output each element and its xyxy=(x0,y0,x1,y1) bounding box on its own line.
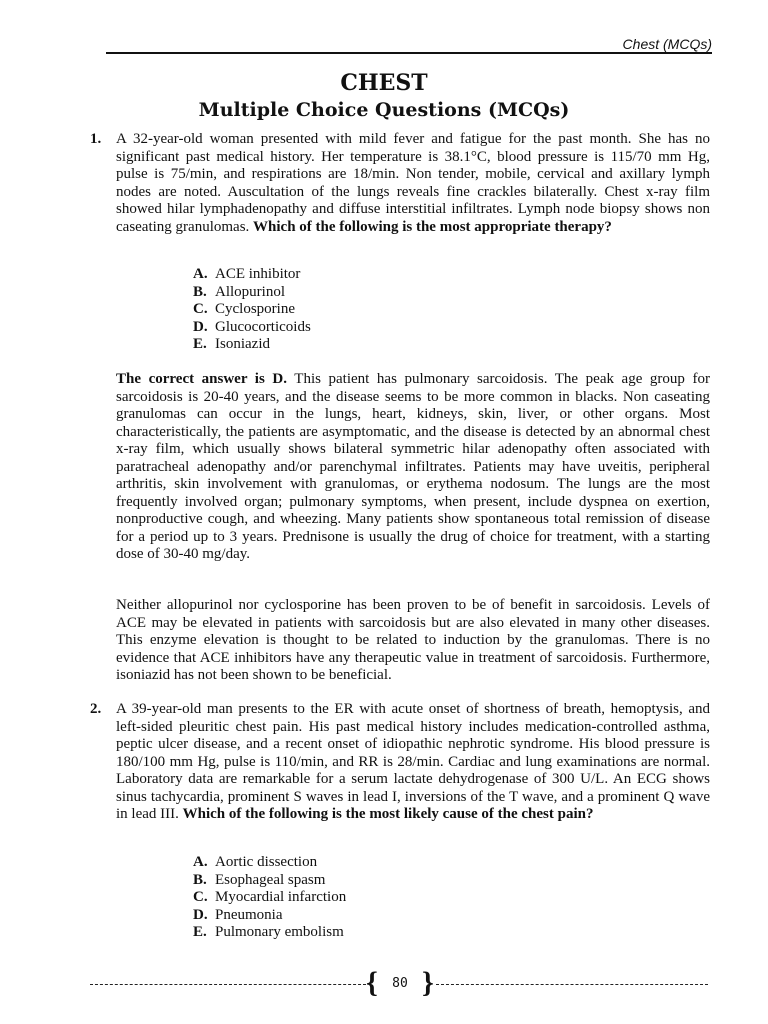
page-number: 80 xyxy=(392,976,408,991)
option-letter: A. xyxy=(193,854,208,870)
option-letter: B. xyxy=(193,871,207,888)
correct-answer-label: The correct answer is D. xyxy=(116,371,287,387)
page-subtitle: Multiple Choice Questions (MCQs) xyxy=(198,99,570,121)
option-text: Isoniazid xyxy=(215,336,270,352)
option-letter: D. xyxy=(193,318,208,335)
option-text: ACE inhibitor xyxy=(215,266,301,282)
running-header: Chest (MCQs) xyxy=(622,36,712,52)
option-text: Aortic dissection xyxy=(215,854,318,870)
footer-bracket-left: { xyxy=(366,966,378,999)
header-rule xyxy=(106,52,712,54)
footer-rule-left xyxy=(90,984,366,985)
option-b[interactable] xyxy=(193,872,346,890)
option-c[interactable] xyxy=(193,889,346,907)
option-letter: E. xyxy=(193,336,207,352)
question-2-prompt: Which of the following is the most likely cause of the chest pain? xyxy=(182,806,594,822)
question-1-number: 1. xyxy=(90,131,102,147)
question-2-options xyxy=(193,854,346,942)
option-a[interactable] xyxy=(193,854,346,872)
question-1-options xyxy=(193,266,311,354)
page-title: CHEST xyxy=(340,70,428,96)
footer-bracket-right: } xyxy=(422,966,434,999)
option-text: Esophageal spasm xyxy=(215,871,326,888)
option-d[interactable] xyxy=(193,907,346,925)
answer-explanation-2: Neither allopurinol nor cyclosporine has been proven to be of benefit in sarcoidosis. Levels of ACE may be elevated in patients with sarcoidosis but are also elevated in many other diseases. This enzyme elevation is thought to be related to induction by the granulomas. There is no evidence that ACE inhibitors have any therapeutic value in treatment of sarcoidosis. Furthermore, isoniazid has not been shown to be beneficial. xyxy=(116,597,710,683)
option-text: Myocardial infarction xyxy=(215,889,347,905)
option-letter: D. xyxy=(193,906,208,923)
option-text: Pulmonary embolism xyxy=(215,924,344,940)
question-1-stem xyxy=(116,131,710,236)
answer-explanation-1 xyxy=(116,371,710,564)
option-d[interactable] xyxy=(193,319,311,337)
option-letter: C. xyxy=(193,889,208,905)
question-1-stem-text: A 32-year-old woman presented with mild fever and fatigue for the past month. She has no significant past medical history. Her temperature is 38.1°C, blood pressure is 115/70 mm Hg, pulse is 75/min, and respirations are 18/min. Non tender, mobile, cervical and axillary lymph nodes are noted. Auscultation of the lungs reveals fine crackles bilaterally. Chest x-ray film showed hilar lymphadenopathy and diffuse interstitial infiltrates. Lymph node biopsy shows non caseating granulomas. xyxy=(116,131,710,235)
option-text: Glucocorticoids xyxy=(215,318,311,335)
option-letter: A. xyxy=(193,266,208,282)
question-2-number: 2. xyxy=(90,701,102,717)
option-text: Allopurinol xyxy=(215,283,285,300)
option-c[interactable] xyxy=(193,301,311,319)
option-text: Pneumonia xyxy=(215,906,283,923)
option-a[interactable] xyxy=(193,266,311,284)
question-2-stem-text: A 39-year-old man presents to the ER with acute onset of shortness of breath, hemoptysis, and left-sided pleuritic chest pain. His past medical history includes medication-controlled asthma, peptic ulcer disease, and a recent onset of idiopathic nephrotic syndrome. His blood pressure is 180/100 mm Hg, pulse is 110/min, and RR is 28/min. Cardiac and lung examinations are normal. Laboratory data are remarkable for a serum lactate dehydrogenase of 300 U/L. An ECG shows sinus tachycardia, prominent S waves in lead I, inversions of the T wave, and a prominent Q wave in lead III. xyxy=(116,701,710,822)
question-1-prompt: Which of the following is the most appropriate therapy? xyxy=(253,218,612,235)
option-b[interactable] xyxy=(193,284,311,302)
answer-explanation-text: This patient has pulmonary sarcoidosis. The peak age group for sarcoidosis is 20-40 years, and the disease seems to be more common in blacks. Non caseating granulomas can occur in the lungs, heart, kidneys, skin, liver, or other organs. Most characteristically, the patients are asymptomatic, and the disease is detected by an abnormal chest x-ray film, which usually shows bilateral symmetric hilar adenopathy often associated with paratracheal adenopathy and/or parenchymal infiltrates. Patients may have uveitis, peripheral arthritis, skin involvement with granulomas, or erythema nodosum. The lungs are the most frequently involved organ; pulmonary symptoms, when present, include dyspnea on exertion, nonproductive cough, and wheezing. Many patients show spontaneous total remission of disease for a period up to 3 years. Prednisone is usually the drug of choice for treatment, with a starting dose of 30-40 mg/day. xyxy=(116,371,710,562)
question-2-stem xyxy=(116,701,710,824)
option-e[interactable] xyxy=(193,924,346,942)
option-letter: C. xyxy=(193,301,208,317)
option-letter: B. xyxy=(193,283,207,300)
footer-rule-right xyxy=(436,984,708,985)
option-letter: E. xyxy=(193,924,207,940)
option-e[interactable] xyxy=(193,336,311,354)
option-text: Cyclosporine xyxy=(215,301,295,317)
